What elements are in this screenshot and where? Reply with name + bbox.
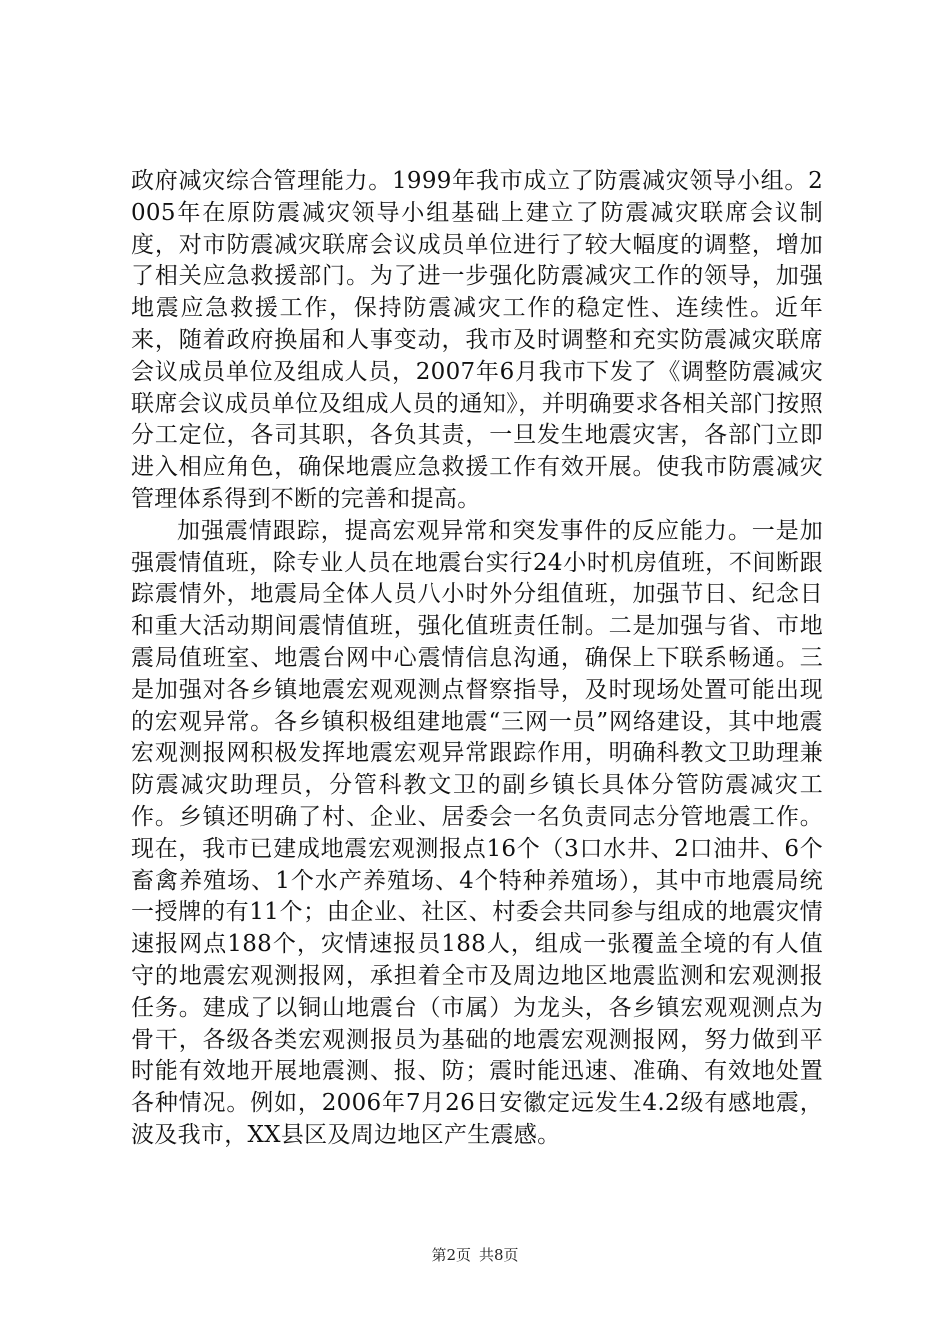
page-footer (0, 1245, 950, 1265)
paragraph-earthquake-monitoring: 加强震情跟踪，提高宏观异常和突发事件的反应能力。一是加强震情值班，除专业人员在地震台实行24小时机房值班，不间断跟踪震情外，地震局全体人员八小时外分组值班，加强节日、纪念日和重大活动期间震情值班，强化值班责任制。二是加强与省、市地震局值班室、地震台网中心震情信息沟通，确保上下联系畅通。三是加强对各乡镇地震宏观观测点督察指导，及时现场处置可能出现的宏观异常。各乡镇积极组建地震“三网一员”网络建设，其中地震宏观测报网积极发挥地震宏观异常跟踪作用，明确科教文卫助理兼防震减灾助理员，分管科教文卫的副乡镇长具体分管防震减灾工作。乡镇还明确了村、企业、居委会一名负责同志分管地震工作。现在，我市已建成地震宏观测报点16个（3口水井、2口油井、6个畜禽养殖场、1个水产养殖场、4个特种养殖场），其中市地震局统一授牌的有11个；由企业、社区、村委会共同参与组成的地震灾情速报网点188个，灾情速报员188人，组成一张覆盖全境的有人值守的地震宏观测报网，承担着全市及周边地区地震监测和宏观测报任务。建成了以铜山地震台（市属）为龙头，各乡镇宏观观测点为骨干，各级各类宏观测报员为基础的地震宏观测报网，努力做到平时能有效地开展地震测、报、防；震时能迅速、准确、有效地处置各种情况。例如，2006年7月26日安徽定远发生4.2级有感地震，波及我市，XX县区及周边地区产生震感。 (131, 517, 823, 1148)
document-body (131, 166, 823, 1152)
paragraph-continued: 政府减灾综合管理能力。1999年我市成立了防震减灾领导小组。2005年在原防震减灾领导小组基础上建立了防震减灾联席会议制度，对市防震减灾联席会议成员单位进行了较大幅度的调整，增加了相关应急救援部门。为了进一步强化防震减灾工作的领导，加强地震应急救援工作，保持防震减灾工作的稳定性、连续性。近年来，随着政府换届和人事变动，我市及时调整和充实防震减灾联席会议成员单位及组成人员，2007年6月我市下发了《调整防震减灾联席会议成员单位及组成人员的通知》，并明确要求各相关部门按照分工定位，各司其职，各负其责，一旦发生地震灾害，各部门立即进入相应角色，确保地震应急救援工作有效开展。使我市防震减灾管理体系得到不断的完善和提高。 (131, 168, 823, 512)
page-total: 共8页 (479, 1246, 519, 1264)
page-number: 第2页 (431, 1246, 471, 1264)
